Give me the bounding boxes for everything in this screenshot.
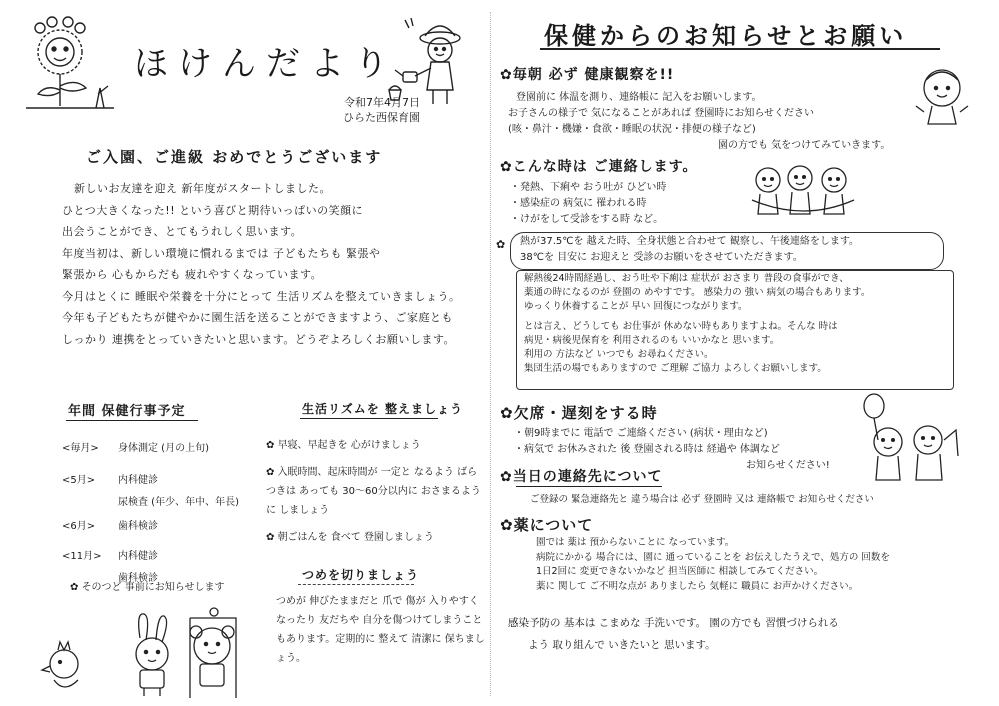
flower-character-icon bbox=[18, 14, 118, 114]
intro-line: 新しいお友達を迎え 新年度がスタートしました。 bbox=[74, 182, 331, 195]
schedule-item: 内科健診 bbox=[118, 475, 158, 486]
schedule-row bbox=[62, 492, 262, 514]
contact-item: ・感染症の 病気に 罹われる時 bbox=[510, 198, 647, 209]
nails-text: つめが 伸びたままだと 爪で 傷が 入りやすくなったり 友だちや 自分を傷つけてしまうこともあります。定期的に 整えて 清潔に 保ちましょう。 bbox=[276, 596, 485, 664]
right-title: 保健からのお知らせとお願い bbox=[544, 22, 908, 50]
intro-line: 緊張から 心もからだも 疲れやすくなっています。 bbox=[62, 268, 323, 281]
health-check-line: 登園前に 体温を測り、連絡帳に 記入をお願いします。 bbox=[516, 92, 762, 103]
center-divider bbox=[490, 12, 491, 696]
intro-line: 今月はとくに 睡眠や栄養を十分にとって 生活リズムを整えていきましょう。 bbox=[62, 289, 461, 303]
recovery-line: 解熱後24時間経過し、おう吐や下痢は 症状が おさまり 普段の食事ができ、 bbox=[524, 273, 849, 284]
nails-heading-underline bbox=[298, 584, 414, 585]
recovery-line: 病児・病後児保育を 利用されるのも いいかなと 思います。 bbox=[524, 335, 780, 346]
schedule-row bbox=[62, 546, 262, 568]
same-day-contact-underline bbox=[516, 486, 662, 487]
schedule-item: 内科健診 bbox=[118, 551, 158, 562]
flower-bullet-icon: ✿ bbox=[500, 516, 514, 534]
recovery-note-text bbox=[524, 272, 870, 376]
right-title-underline bbox=[540, 48, 940, 50]
medicine-line: 病院にかかる 場合には、園に 通っていることを お伝えしたうえで、処方の 回数を bbox=[536, 551, 890, 563]
recovery-line: とは言え、どうしても お仕事が 休めない時もありますよね。そんな 時は bbox=[524, 321, 838, 332]
contact-heading: ✿こんな時は ご連絡します。 bbox=[500, 159, 698, 175]
boy-face-icon bbox=[912, 62, 972, 132]
flower-bullet-icon: ✿ bbox=[500, 404, 514, 422]
annual-schedule bbox=[62, 438, 262, 590]
closing-line: よう 取り組んで いきたいと 思います。 bbox=[528, 639, 716, 651]
flower-bullet-icon: ✿ bbox=[500, 67, 513, 83]
flower-bullet-icon: ✿ bbox=[70, 582, 82, 593]
nursery-name: ひらた西保育園 bbox=[343, 111, 420, 124]
fever-note-text bbox=[520, 234, 859, 266]
absence-heading: ✿欠席・遅刻をする時 bbox=[500, 404, 658, 422]
medicine-text bbox=[536, 536, 890, 594]
newsletter-title: ほけんだより bbox=[134, 44, 398, 84]
schedule-item: 身体測定 (月の上旬) bbox=[118, 443, 209, 454]
closing-text bbox=[508, 612, 839, 656]
medicine-heading: ✿薬について bbox=[500, 516, 594, 534]
flower-bullet-icon: ✿ bbox=[500, 469, 513, 485]
health-check-line: 園の方でも 気をつけてみていきます。 bbox=[718, 140, 891, 151]
issue-date: 令和7年4月7日 bbox=[344, 96, 420, 109]
health-check-heading: ✿毎朝 必ず 健康観察を!! bbox=[500, 67, 675, 83]
contact-item: ・けがをして受診をする時 など。 bbox=[510, 214, 664, 225]
absence-line: ・病気で お休みされた 後 登園される時は 経過や 体調など bbox=[514, 444, 780, 455]
schedule-note-text: そのつど 事前にお知らせします bbox=[81, 582, 225, 593]
health-check-line: (咳・鼻汁・機嫌・食欲・睡眠の状況・排便の様子など) bbox=[508, 124, 756, 135]
rhythm-heading: 生活リズムを 整えましょう bbox=[302, 402, 463, 416]
contact-item: ・発熱、下痢や おう吐が ひどい時 bbox=[510, 182, 667, 193]
intro-line: 出会うことができ、とてもうれしく思います。 bbox=[62, 225, 303, 238]
absence-line: ・朝9時までに 電話で ご連絡ください (病状・理由など) bbox=[514, 428, 768, 439]
recovery-line: 集団生活の場でもありますので ご理解 ご協力 よろしくお願いします。 bbox=[524, 363, 827, 374]
annual-schedule-heading: 年間 保健行事予定 bbox=[68, 404, 186, 419]
schedule-month: <毎月> bbox=[62, 443, 99, 454]
schedule-item: 尿検査 (年少、年中、年長) bbox=[118, 497, 239, 508]
children-with-balloon-icon bbox=[852, 390, 967, 486]
schedule-row bbox=[62, 516, 262, 540]
schedule-note bbox=[70, 580, 224, 595]
flower-bullet-icon: ✿ bbox=[266, 467, 278, 478]
rhythm-item: ✿ 朝ごはんを 食べて 登園しましょう bbox=[266, 532, 434, 543]
flower-bullet-icon: ✿ bbox=[266, 440, 278, 451]
rhythm-list bbox=[266, 436, 486, 547]
greeting-heading: ご入園、ご進級 おめでとうございます bbox=[86, 148, 383, 166]
animal-characters-icon bbox=[40, 608, 250, 700]
health-check-line: お子さんの様子で 気になることがあれば 登園時にお知らせください bbox=[508, 108, 815, 119]
same-day-contact-text: ご登録の 緊急連絡先と 違う場合は 必ず 登園時 又は 連絡帳で お知らせください bbox=[530, 494, 874, 505]
schedule-item: 歯科検診 bbox=[118, 521, 158, 532]
medicine-line: 園では 薬は 預からないことに なっています。 bbox=[536, 537, 735, 548]
recovery-line: 利用の 方法など いつでも お尋ねください。 bbox=[524, 349, 714, 360]
flower-bullet-icon: ✿ bbox=[496, 238, 506, 251]
schedule-month: <6月> bbox=[62, 521, 96, 532]
contact-list bbox=[510, 180, 666, 228]
same-day-contact-heading: ✿当日の連絡先について bbox=[500, 469, 663, 485]
flower-bullet-icon: ✿ bbox=[266, 532, 278, 543]
intro-line: 年度当初は、新しい環境に慣れるまでは 子どもたちも 緊張や bbox=[62, 246, 381, 260]
fever-note-line: 38℃を 目安に お迎えと 受診のお願いをさせていただきます。 bbox=[520, 252, 803, 263]
intro-line: 今年も子どもたちが健やかに園生活を送ることができますよう、ご家庭とも bbox=[62, 311, 453, 324]
closing-line: 感染予防の 基本は こまめな 手洗いです。 園の方でも 習慣づけられる bbox=[508, 617, 839, 629]
schedule-item: 歯科検診 bbox=[118, 573, 158, 584]
three-children-icon bbox=[748, 160, 858, 220]
rhythm-item: ✿ 入眠時間、起床時間が 一定と なるよう ばらつきは あっても 30～60分以内に おさまるように しましょう bbox=[266, 467, 481, 516]
rhythm-item: ✿ 早寝、早起きを 心がけましょう bbox=[266, 440, 421, 451]
rhythm-heading-underline bbox=[300, 418, 438, 419]
nails-heading: つめを切りましょう bbox=[302, 568, 420, 582]
schedule-row bbox=[62, 470, 262, 492]
medicine-line: 1日2回に 変更できないかなど 担当医師に 相談してみてください。 bbox=[536, 566, 824, 577]
intro-line: しっかり 連携をとっていきたいと思います。どうぞよろしくお願いします。 bbox=[62, 332, 456, 346]
intro-line: ひとつ大きくなった!! という喜びと期待いっぱいの笑顔に bbox=[62, 203, 364, 217]
absence-line: お知らせください! bbox=[746, 460, 830, 471]
schedule-month: <11月> bbox=[62, 551, 102, 562]
flower-bullet-icon: ✿ bbox=[500, 159, 513, 175]
fever-note-line: 熱が37.5℃を 越えた時、全身状態と合わせて 観察し、午後連絡をします。 bbox=[520, 236, 860, 247]
intro-text bbox=[62, 178, 482, 350]
health-check-text bbox=[508, 90, 890, 154]
medicine-line: 薬に 関して ご不明な点が ありましたら 気軽に 職員に お声かけください。 bbox=[536, 580, 859, 592]
recovery-line: 薬通の時になるのが 登園の めやすです。 感染力の 強い 病気の場合もあります。 bbox=[524, 287, 871, 298]
schedule-month: <5月> bbox=[62, 475, 96, 486]
schedule-row bbox=[62, 438, 262, 462]
recovery-line: ゆっくり休養することが 早い 回復につながります。 bbox=[524, 301, 748, 312]
annual-heading-underline bbox=[66, 420, 198, 421]
